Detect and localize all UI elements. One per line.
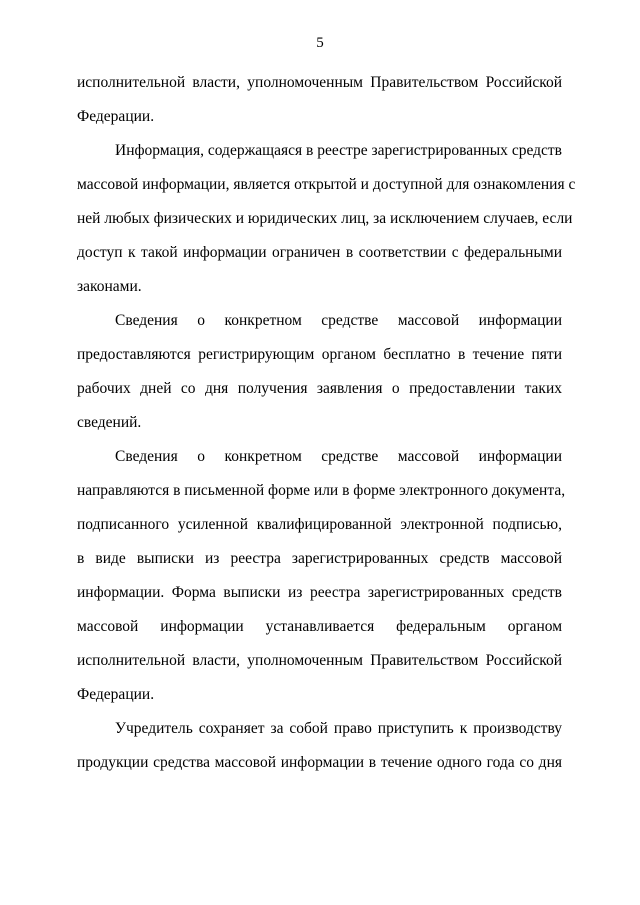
text-line: рабочих дней со дня получения заявления о предоставлении таких: [77, 380, 562, 397]
text-line: в виде выписки из реестра зарегистрированных средств массовой: [77, 550, 562, 567]
text-line: массовой информации устанавливается федеральным органом: [77, 618, 562, 635]
text-line: Федерации.: [77, 108, 155, 125]
text-line: Сведения о конкретном средстве массовой информации: [115, 448, 562, 465]
text-line: доступ к такой информации ограничен в соответствии с федеральными: [77, 244, 562, 261]
document-body: [77, 66, 576, 780]
paragraph-1: [77, 66, 562, 134]
text-line: Сведения о конкретном средстве массовой информации: [115, 312, 562, 329]
page-number: 5: [316, 35, 324, 51]
text-line: законами.: [77, 278, 142, 295]
text-line: массовой информации, является открытой и доступной для ознакомления с: [77, 176, 576, 193]
text-line: Учредитель сохраняет за собой право приступить к производству: [115, 720, 562, 737]
text-line: подписанного усиленной квалифицированной электронной подписью,: [77, 516, 562, 533]
text-line: направляются в письменной форме или в форме электронного документа,: [77, 482, 566, 499]
paragraph-5: [77, 712, 562, 780]
text-line: сведений.: [77, 414, 142, 431]
text-line: ней любых физических и юридических лиц, за исключением случаев, если: [77, 210, 573, 227]
text-line: Информация, содержащаяся в реестре зарегистрированных средств: [115, 142, 562, 159]
paragraph-3: [77, 304, 562, 440]
paragraph-2: [77, 134, 576, 304]
text-line: Федерации.: [77, 686, 155, 703]
text-line: информации. Форма выписки из реестра зарегистрированных средств: [77, 584, 562, 601]
text-line: предоставляются регистрирующим органом бесплатно в течение пяти: [77, 346, 562, 363]
text-line: исполнительной власти, уполномоченным Правительством Российской: [77, 74, 562, 91]
paragraph-4: [77, 440, 566, 712]
text-line: продукции средства массовой информации в течение одного года со дня: [77, 754, 562, 771]
text-line: исполнительной власти, уполномоченным Правительством Российской: [77, 652, 562, 669]
